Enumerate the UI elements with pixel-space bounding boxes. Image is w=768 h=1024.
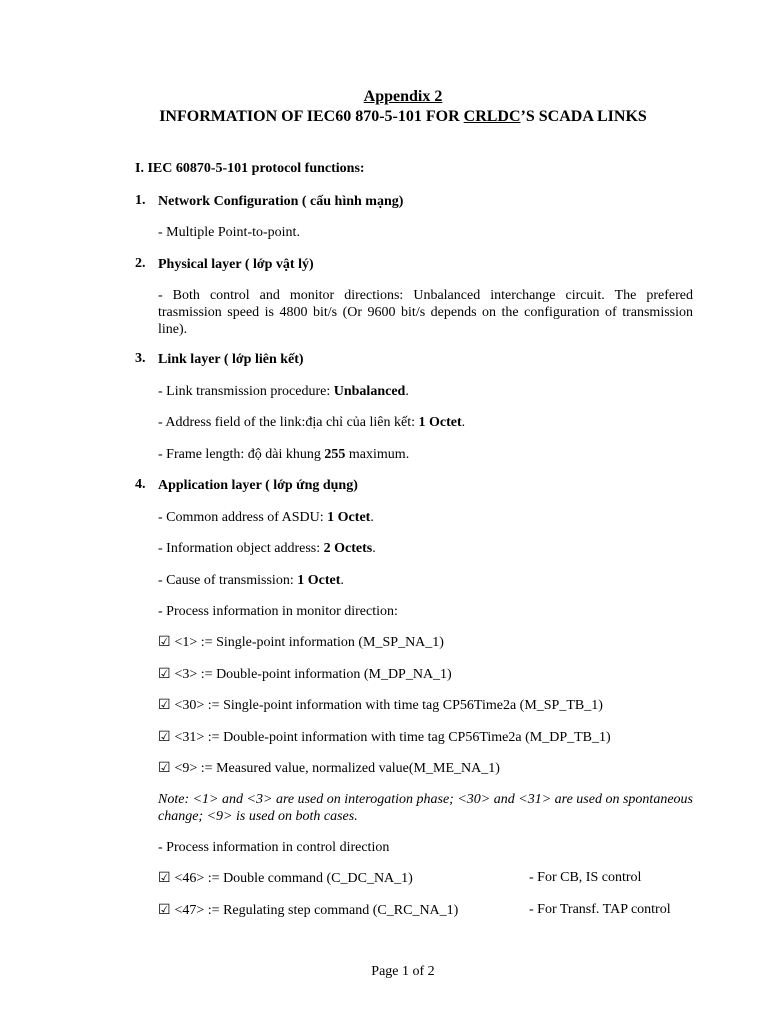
link-address-value: 1 Octet — [418, 415, 462, 430]
link-procedure-line — [158, 383, 409, 400]
monitor-direction-heading: - Process information in monitor direction: — [158, 604, 398, 619]
item-text-1: - Multiple Point-to-point. — [158, 225, 300, 240]
item-number-2: 2. — [135, 256, 146, 271]
item-number-3: 3. — [135, 351, 146, 366]
control-direction-heading: - Process information in control direction — [158, 840, 390, 855]
frame-length-line — [158, 446, 409, 463]
control-item-text: <46> := Double command (C_DC_NA_1) — [174, 871, 413, 886]
asdu-address-end: . — [370, 510, 374, 525]
appendix-title: Appendix 2 — [363, 88, 443, 105]
link-address-text: - Address field of the link:địa chỉ của liên kết: — [158, 415, 419, 430]
monitor-item — [158, 634, 444, 651]
item-heading-3: Link layer ( lớp liên kết) — [158, 352, 304, 367]
title-underlined: CRLDC — [463, 108, 521, 125]
section-heading: I. IEC 60870-5-101 protocol functions: — [135, 161, 365, 176]
ioa-text: - Information object address: — [158, 541, 324, 556]
frame-length-text: - Frame length: độ dài khung — [158, 447, 325, 462]
item-text-2: - Both control and monitor directions: Unbalanced interchange circuit. The prefered trasmission speed is 4800 bit/s (Or 9600 bit/s depends on the configuration of transmission line). — [158, 288, 693, 337]
note-text: Note: <1> and <3> are used on interogation phase; <30> and <31> are used on spontaneous change; <9> is used on both cases. — [158, 792, 693, 824]
cot-line — [158, 572, 344, 589]
ioa-end: . — [372, 541, 376, 556]
frame-length-value: 255 — [324, 447, 346, 462]
monitor-item-text: <9> := Measured value, normalized value(M_ME_NA_1) — [174, 761, 500, 776]
asdu-address-text: - Common address of ASDU: — [158, 510, 328, 525]
control-item-usage: - For CB, IS control — [529, 870, 642, 885]
control-item-usage: - For Transf. TAP control — [529, 902, 671, 917]
cot-end: . — [340, 573, 344, 588]
control-item-text: <47> := Regulating step command (C_RC_NA_1) — [174, 903, 459, 918]
control-item — [158, 902, 458, 919]
ioa-value: 2 Octets — [323, 541, 373, 556]
ioa-line — [158, 540, 376, 557]
monitor-item — [158, 760, 500, 777]
link-procedure-text: - Link transmission procedure: — [158, 384, 334, 399]
item-heading-1: Network Configuration ( cấu hình mạng) — [158, 194, 404, 209]
checkbox-checked-icon: ☑ — [158, 730, 171, 745]
link-address-line — [158, 414, 465, 431]
checkbox-checked-icon: ☑ — [158, 635, 171, 650]
item-heading-4: Application layer ( lớp ứng dụng) — [158, 478, 358, 493]
monitor-item — [158, 697, 603, 714]
asdu-address-value: 1 Octet — [327, 510, 371, 525]
monitor-item-text: <1> := Single-point information (M_SP_NA_1) — [174, 635, 444, 650]
item-number-4: 4. — [135, 477, 146, 492]
cot-value: 1 Octet — [297, 573, 341, 588]
link-procedure-value: Unbalanced — [333, 384, 406, 399]
checkbox-checked-icon: ☑ — [158, 667, 171, 682]
title-prefix: INFORMATION OF IEC60 870-5-101 FOR — [159, 108, 464, 125]
document-title — [0, 108, 768, 126]
monitor-item-text: <31> := Double-point information with time tag CP56Time2a (M_DP_TB_1) — [174, 730, 611, 745]
frame-length-end: maximum. — [345, 447, 410, 462]
monitor-item-text: <30> := Single-point information with time tag CP56Time2a (M_SP_TB_1) — [174, 698, 603, 713]
checkbox-checked-icon: ☑ — [158, 761, 171, 776]
checkbox-checked-icon: ☑ — [158, 698, 171, 713]
monitor-item-text: <3> := Double-point information (M_DP_NA_1) — [174, 667, 452, 682]
link-address-end: . — [461, 415, 466, 430]
item-number-1: 1. — [135, 193, 146, 208]
item-heading-2: Physical layer ( lớp vật lý) — [158, 257, 314, 272]
cot-text: - Cause of transmission: — [158, 573, 298, 588]
asdu-address-line — [158, 509, 374, 526]
page-number: Page 1 of 2 — [371, 964, 435, 979]
title-suffix: ’S SCADA LINKS — [520, 108, 647, 125]
checkbox-checked-icon: ☑ — [158, 871, 171, 886]
control-item — [158, 870, 413, 887]
checkbox-checked-icon: ☑ — [158, 903, 171, 918]
monitor-item — [158, 729, 611, 746]
monitor-item — [158, 666, 452, 683]
link-procedure-end: . — [405, 384, 409, 399]
